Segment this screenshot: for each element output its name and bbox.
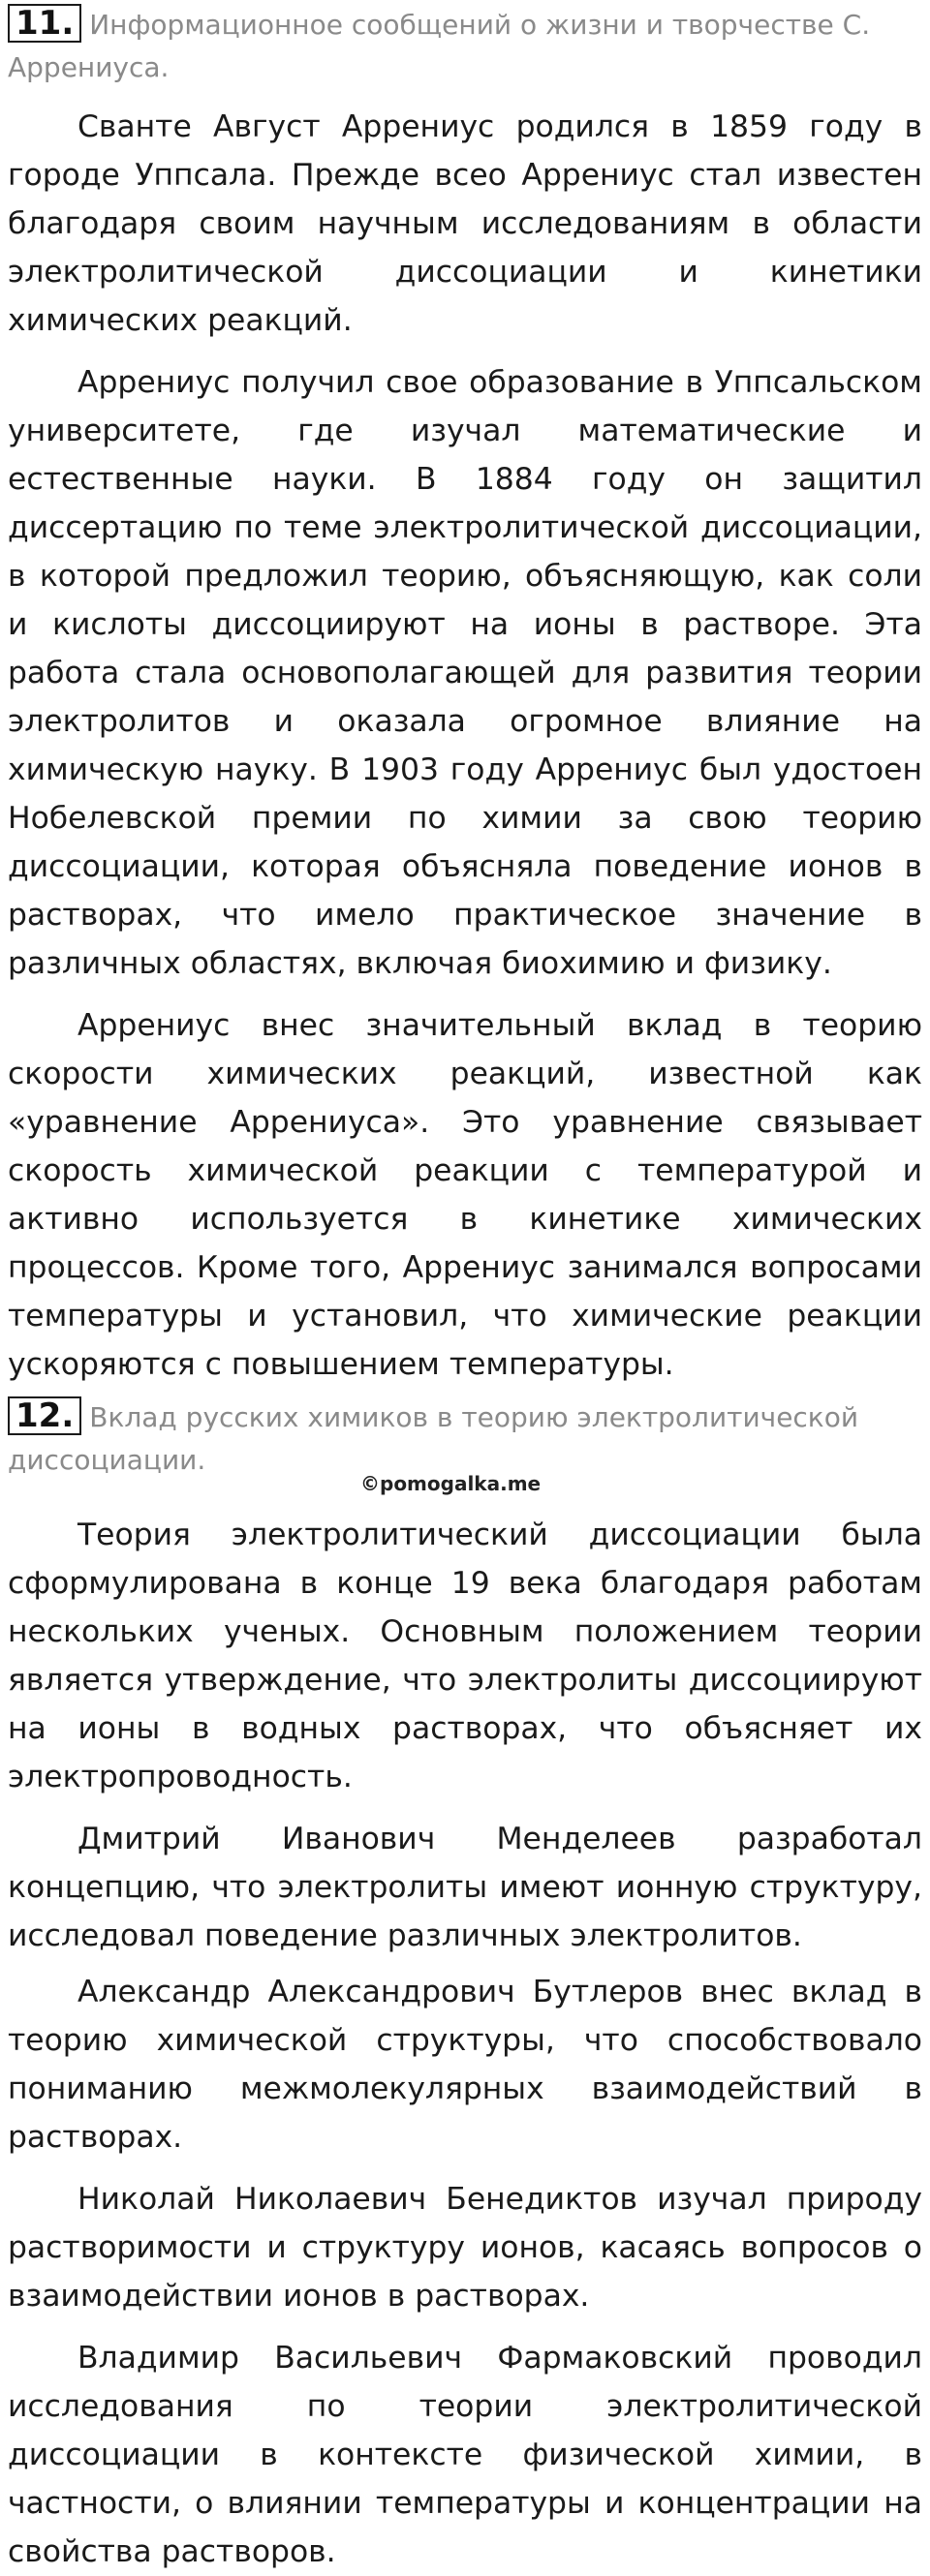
task-11-title: Информационное сообщений о жизни и творчестве С. Аррениуса. bbox=[8, 9, 871, 83]
section-11-paragraph-1: Сванте Август Аррениус родился в 1859 году в городе Уппсала. Прежде всео Аррениус стал известен благодаря своим научным исследованиям в области электролитической диссоциации и кинетики химических реакций. bbox=[8, 109, 922, 338]
section-12-paragraph-1: Теория электролитический диссоциации была сформулирована в конце 19 века благодаря работам нескольких ученых. Основным положением теории является утверждение, что электролиты диссоциируют на ионы в водных растворах, что объясняет их электропроводность. bbox=[8, 1518, 922, 1794]
section-12-paragraph-2: Дмитрий Иванович Менделеев разработал концепцию, что электролиты имеют ионную структуру, исследовал поведение различных электролитов. bbox=[8, 1822, 922, 1953]
task-12-number: 12. bbox=[8, 1396, 81, 1435]
task-12-title: Вклад русских химиков в теорию электролитической диссоциации. bbox=[8, 1401, 859, 1476]
section-11-paragraph-3: Аррениус внес значительный вклад в теорию скорости химических реакций, известной как «уравнение Аррениуса». Это уравнение связывает скорость химической реакции с температурой и активно используется в кинетике химических процессов. Кроме того, Аррениус занимался вопросами температуры и установил, что химические реакции ускоряются с повышением температуры. bbox=[8, 1008, 922, 1382]
task-11-header bbox=[8, 4, 922, 89]
task-12-header bbox=[8, 1396, 922, 1482]
watermark: ©pomogalka.me bbox=[360, 1472, 542, 1495]
section-12-paragraph-3: Александр Александрович Бутлеров внес вклад в теорию химической структуры, что способствовало пониманию межмолекулярных взаимодействий в растворах. bbox=[8, 1975, 922, 2155]
section-12-paragraph-4: Николай Николаевич Бенедиктов изучал природу растворимости и структуру ионов, касаясь вопросов о взаимодействии ионов в растворах. bbox=[8, 2182, 922, 2314]
document-page bbox=[0, 4, 930, 2569]
section-11-paragraph-2: Аррениус получил свое образование в Уппсальском университете, где изучал математические и естественные науки. В 1884 году он защитил диссертацию по теме электролитической диссоциации, в которой предложил теорию, объясняющую, как соли и кислоты диссоциируют на ионы в растворе. Эта работа стала основополагающей для развития теории электролитов и оказала огромное влияние на химическую науку. В 1903 году Аррениус был удостоен Нобелевской премии по химии за свою теорию диссоциации, которая объясняла поведение ионов в растворах, что имело практическое значение в различных областях, включая биохимию и физику. bbox=[8, 365, 922, 981]
section-12-paragraph-5: Владимир Васильевич Фармаковский проводил исследования по теории электролитической диссоциации в контексте физической химии, в частности, о влиянии температуры и концентрации на свойства растворов. bbox=[8, 2341, 922, 2569]
task-11-number: 11. bbox=[8, 4, 81, 43]
